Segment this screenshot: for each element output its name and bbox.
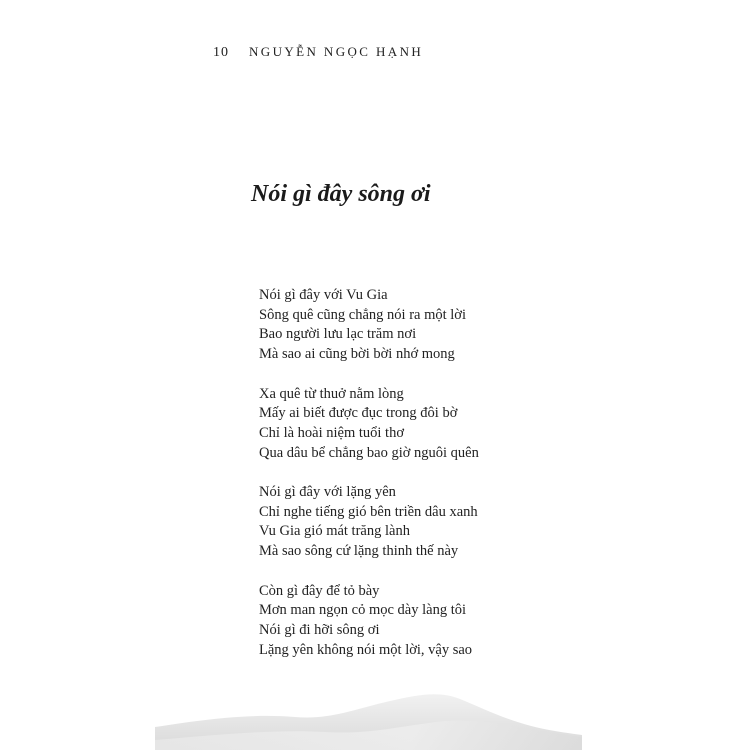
poem-line: Xa quê từ thuở nằm lòng <box>259 385 404 402</box>
page-curl-shadow <box>155 685 582 750</box>
poem-line: Chỉ là hoài niệm tuổi thơ <box>259 424 404 441</box>
poem-line: Nói gì đi hỡi sông ơi <box>259 621 380 638</box>
running-title-author: NGUYỄN NGỌC HẠNH <box>249 44 424 59</box>
poem-line: Còn gì đây để tỏ bày <box>259 582 380 599</box>
poem-line: Mơn man ngọn cỏ mọc dày làng tôi <box>259 602 467 619</box>
page-header <box>213 43 423 61</box>
book-page <box>155 0 582 750</box>
stanza-3 <box>259 483 479 562</box>
stanza-1 <box>259 286 479 365</box>
poem-line: Nói gì đây với Vu Gia <box>259 287 388 303</box>
poem-line: Lặng yên không nói một lời, vậy sao <box>259 641 473 658</box>
poem-line: Chỉ nghe tiếng gió bên triền dâu xanh <box>259 503 478 520</box>
poem-line: Vu Gia gió mát trăng lành <box>259 523 410 540</box>
stanza-2 <box>259 385 479 464</box>
poem-title: Nói gì đây sông ơi <box>251 181 431 207</box>
poem-line: Bao người lưu lạc trăm nơi <box>259 326 417 343</box>
page-number: 10 <box>213 45 229 60</box>
poem-line: Mấy ai biết được đục trong đôi bờ <box>259 405 458 422</box>
poem-line: Mà sao sông cứ lặng thinh thế này <box>259 543 459 560</box>
poem-line: Sông quê cũng chẳng nói ra một lời <box>259 306 467 323</box>
poem-line: Qua dâu bể chẳng bao giờ nguôi quên <box>259 444 479 461</box>
stanza-4 <box>259 582 479 661</box>
poem-line: Nói gì đây với lặng yên <box>259 484 396 500</box>
poem-body <box>259 286 479 680</box>
poem-line: Mà sao ai cũng bời bời nhớ mong <box>259 346 455 363</box>
